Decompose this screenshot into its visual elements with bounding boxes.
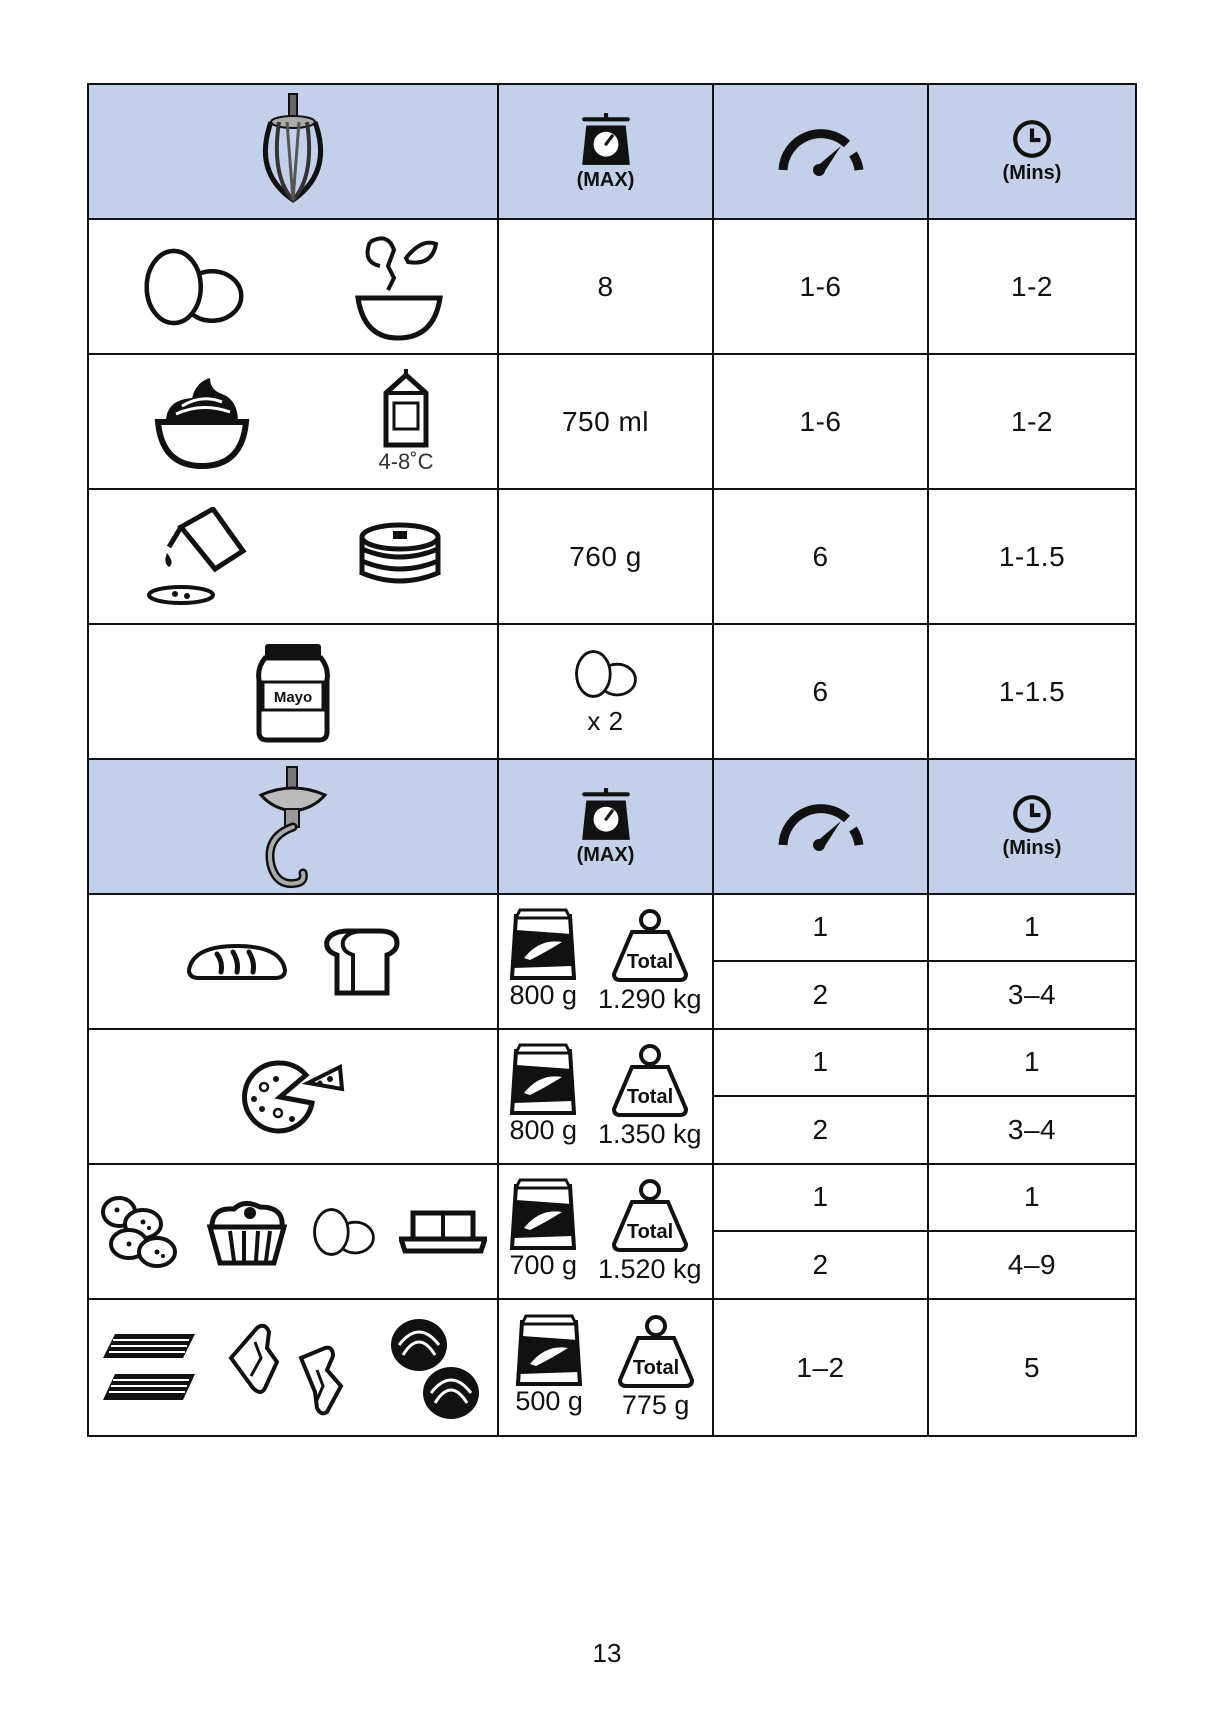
max-weight-header: (MAX) bbox=[499, 85, 714, 218]
egg-count: x 2 bbox=[587, 706, 624, 736]
time-value: 3–4 bbox=[1007, 1113, 1057, 1145]
mayo-jar-icon bbox=[255, 640, 331, 744]
speed-header bbox=[714, 760, 929, 893]
max-value: 750 ml bbox=[561, 405, 650, 437]
braided-bread-icon bbox=[99, 1190, 183, 1274]
speed-value: 1 bbox=[812, 911, 829, 943]
table-row bbox=[89, 1165, 1135, 1300]
flour-bag-icon bbox=[510, 1043, 576, 1115]
speed-value: 6 bbox=[812, 675, 829, 707]
speed-value: 1–2 bbox=[796, 1351, 845, 1383]
header-row-dough-hook bbox=[89, 760, 1135, 895]
farfalle-pasta-icon bbox=[221, 1318, 361, 1418]
svg-text:Total: Total bbox=[626, 951, 673, 973]
table-row bbox=[89, 895, 1135, 1030]
time-value: 1 bbox=[1023, 911, 1041, 943]
flour-amount: 500 g bbox=[515, 1386, 583, 1416]
flour-bag-icon bbox=[510, 908, 576, 980]
speed-value: 2 bbox=[812, 1248, 829, 1280]
speed-header bbox=[714, 85, 929, 218]
clock-icon bbox=[1011, 118, 1053, 160]
scale-icon bbox=[578, 111, 634, 167]
milk-carton-icon bbox=[378, 369, 434, 449]
header-row-whisk bbox=[89, 85, 1135, 220]
speedometer-icon bbox=[776, 124, 866, 180]
total-weight-icon bbox=[616, 1314, 696, 1390]
time-value: 1-1.5 bbox=[998, 675, 1066, 707]
dough-hook-icon bbox=[89, 760, 499, 893]
speed-value: 2 bbox=[812, 978, 829, 1010]
total-weight-icon bbox=[610, 1178, 690, 1254]
total-amount: 1.520 kg bbox=[597, 1254, 702, 1284]
lasagna-sheets-icon bbox=[101, 1330, 197, 1406]
speed-value: 1-6 bbox=[799, 270, 842, 302]
clock-icon bbox=[1011, 793, 1053, 835]
flour-amount: 700 g bbox=[509, 1250, 578, 1280]
svg-text:Total: Total bbox=[626, 1086, 673, 1108]
speedometer-icon bbox=[776, 799, 866, 855]
scale-icon bbox=[578, 786, 634, 842]
pancakes-icon bbox=[355, 517, 445, 597]
total-amount: 1.290 kg bbox=[597, 984, 702, 1014]
time-value: 1 bbox=[1023, 1046, 1041, 1078]
baguette-icon bbox=[185, 940, 289, 984]
pasta-shells-icon bbox=[385, 1313, 485, 1423]
table-row bbox=[89, 355, 1135, 490]
speed-value: 2 bbox=[812, 1113, 829, 1145]
time-value: 4–9 bbox=[1007, 1248, 1057, 1280]
svg-text:Total: Total bbox=[632, 1357, 679, 1379]
table-row bbox=[89, 220, 1135, 355]
max-weight-header: (MAX) bbox=[499, 760, 714, 893]
flour-bag-icon bbox=[510, 1178, 576, 1250]
svg-text:Total: Total bbox=[626, 1221, 673, 1243]
whipped-cream-bowl-icon bbox=[152, 372, 252, 472]
total-weight-icon bbox=[610, 908, 690, 984]
whisk-icon bbox=[89, 85, 499, 218]
table-row bbox=[89, 625, 1135, 760]
time-value: 1-2 bbox=[1011, 405, 1053, 437]
pouring-batter-icon bbox=[141, 507, 251, 607]
settings-table bbox=[87, 83, 1137, 1437]
time-value: 1-2 bbox=[1011, 270, 1053, 302]
total-amount: 775 g bbox=[621, 1390, 690, 1420]
time-header: (Mins) bbox=[929, 85, 1135, 218]
total-weight-icon bbox=[610, 1043, 690, 1119]
time-value: 5 bbox=[1023, 1351, 1041, 1383]
flour-amount: 800 g bbox=[509, 980, 578, 1010]
egg-whites-bowl-icon bbox=[348, 232, 448, 342]
butter-icon bbox=[399, 1209, 487, 1255]
speed-value: 6 bbox=[812, 540, 829, 572]
total-amount: 1.350 kg bbox=[597, 1119, 702, 1149]
speed-value: 1-6 bbox=[799, 405, 842, 437]
table-row bbox=[89, 1300, 1135, 1435]
temperature-note: 4-8˚C bbox=[378, 448, 434, 474]
time-value: 1-1.5 bbox=[998, 540, 1066, 572]
pizza-icon bbox=[240, 1057, 346, 1137]
muffin-icon bbox=[204, 1197, 290, 1267]
eggs-icon bbox=[139, 242, 249, 332]
flour-bag-icon bbox=[516, 1314, 582, 1386]
time-header: (Mins) bbox=[929, 760, 1135, 893]
eggs-icon bbox=[310, 1204, 378, 1260]
time-value: 3–4 bbox=[1007, 978, 1057, 1010]
speed-value: 1 bbox=[812, 1181, 829, 1213]
eggs-icon bbox=[572, 646, 640, 702]
jar-label: Mayo bbox=[273, 688, 313, 706]
table-row bbox=[89, 490, 1135, 625]
flour-amount: 800 g bbox=[509, 1115, 578, 1145]
time-value: 1 bbox=[1023, 1181, 1041, 1213]
toast-bread-icon bbox=[319, 927, 401, 997]
speed-value: 1 bbox=[812, 1046, 829, 1078]
max-value: 760 g bbox=[569, 540, 642, 572]
page-number: 13 bbox=[592, 1638, 622, 1668]
max-value: 8 bbox=[597, 270, 614, 302]
table-row bbox=[89, 1030, 1135, 1165]
